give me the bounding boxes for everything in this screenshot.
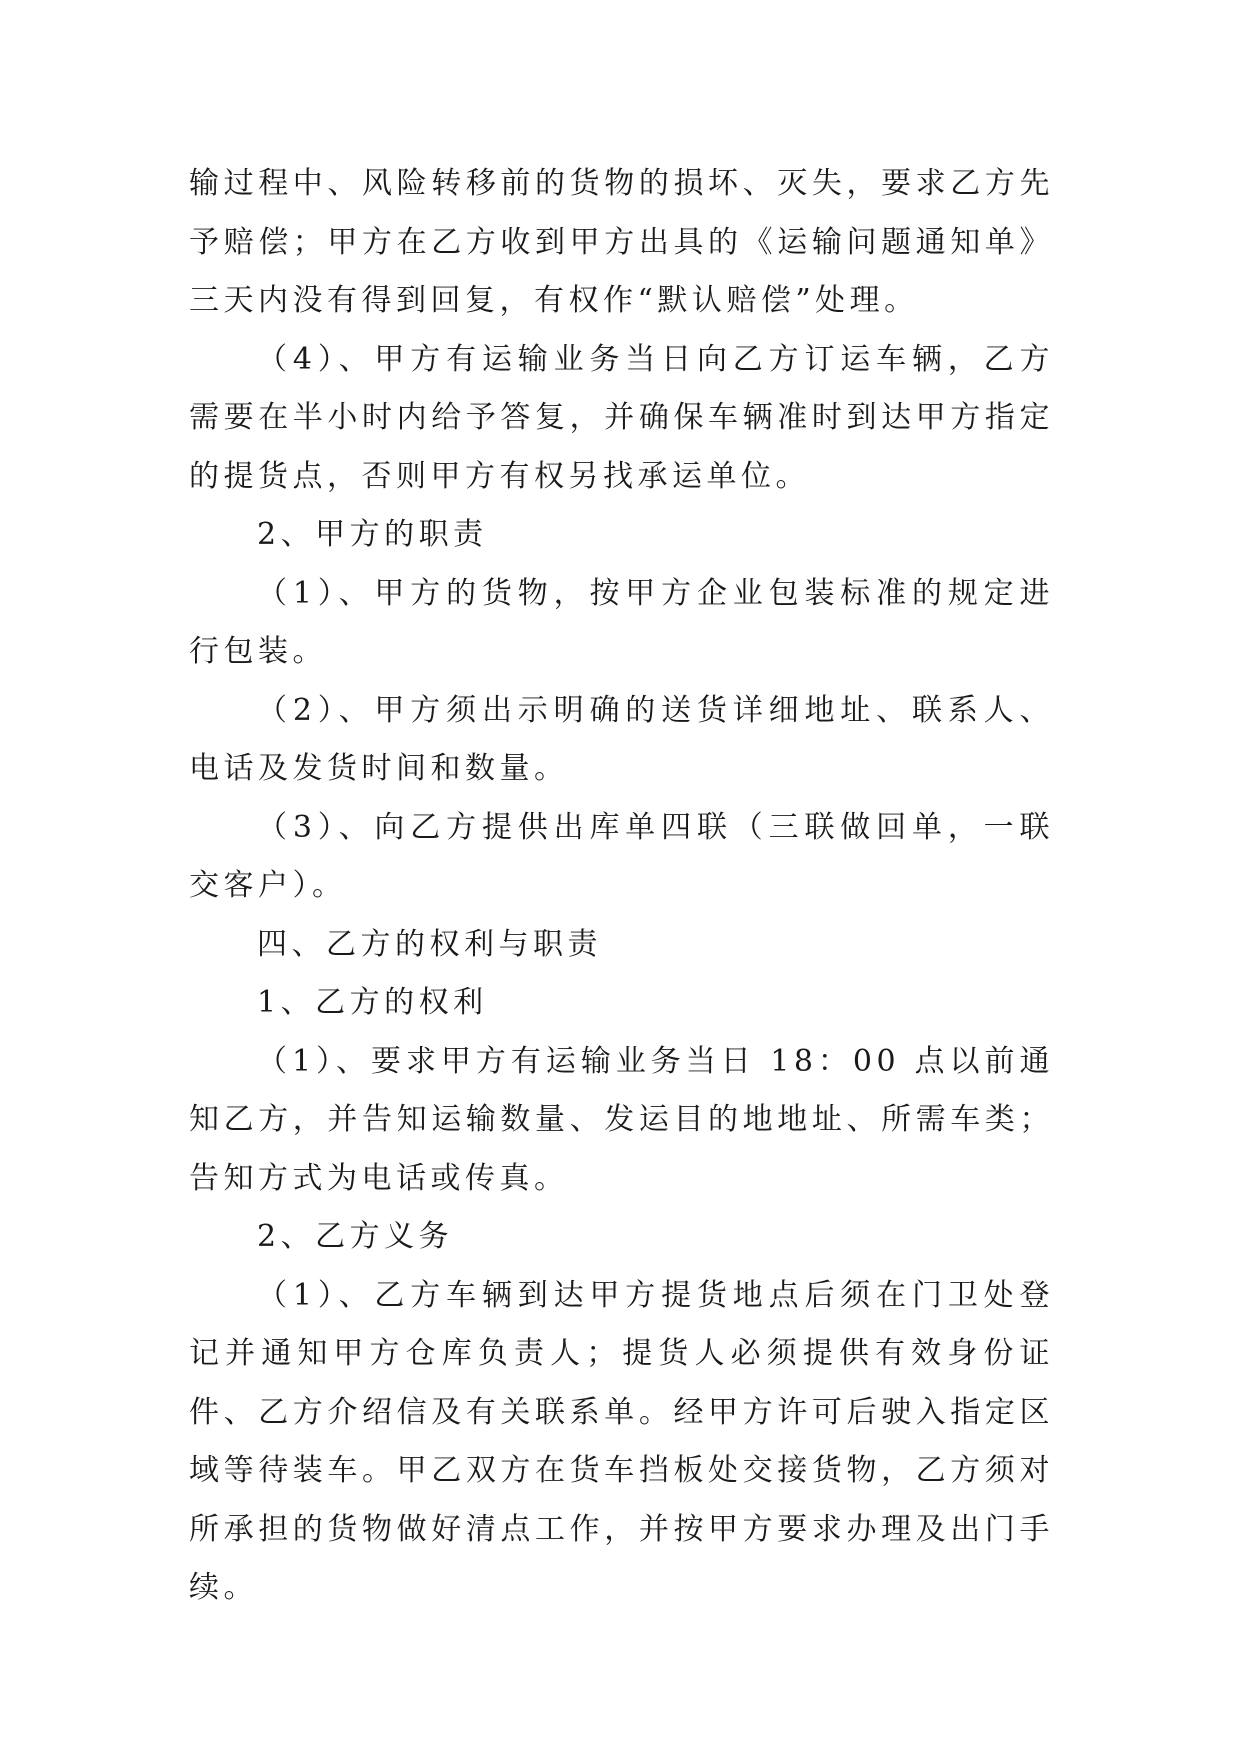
paragraph-right-1-notification: （1）、要求甲方有运输业务当日 18：00 点以前通知乙方，并告知运输数量、发运目的地地址、所需车类；告知方式为电话或传真。	[189, 1043, 1054, 1196]
section-heading-party-a-duties: 2、甲方的职责	[257, 517, 488, 552]
section-heading-party-b-obligations: 2、乙方义务	[257, 1219, 454, 1254]
paragraph-duty-1-packaging: （1）、甲方的货物，按甲方企业包装标准的规定进行包装。	[189, 575, 1054, 669]
paragraph-duty-2-address: （2）、甲方须出示明确的送货详细地址、联系人、电话及发货时间和数量。	[189, 692, 1054, 786]
paragraph-obligation-1-pickup: （1）、乙方车辆到达甲方提货地点后须在门卫处登记并通知甲方仓库负责人；提货人必须提供有效身份证件、乙方介绍信及有关联系单。经甲方许可后驶入指定区域等待装车。甲乙双方在货车挡板处交接货物，乙方须对所承担的货物做好清点工作，并按甲方要求办理及出门手续。	[189, 1277, 1054, 1605]
paragraph-continued-liability: 输过程中、风险转移前的货物的损坏、灭失，要求乙方先予赔偿；甲方在乙方收到甲方出具的《运输问题通知单》三天内没有得到回复，有权作“默认赔偿”处理。	[189, 166, 1054, 318]
paragraph-clause-4-vehicle-booking: （4）、甲方有运输业务当日向乙方订运车辆，乙方需要在半小时内给予答复，并确保车辆准时到达甲方指定的提货点，否则甲方有权另找承运单位。	[189, 341, 1054, 494]
section-heading-party-b-rights-duties: 四、乙方的权利与职责	[257, 926, 602, 962]
section-heading-party-b-rights: 1、乙方的权利	[257, 985, 488, 1020]
document-body	[189, 155, 1054, 1618]
paragraph-duty-3-delivery-note: （3）、向乙方提供出库单四联（三联做回单，一联交客户）。	[189, 809, 1054, 903]
